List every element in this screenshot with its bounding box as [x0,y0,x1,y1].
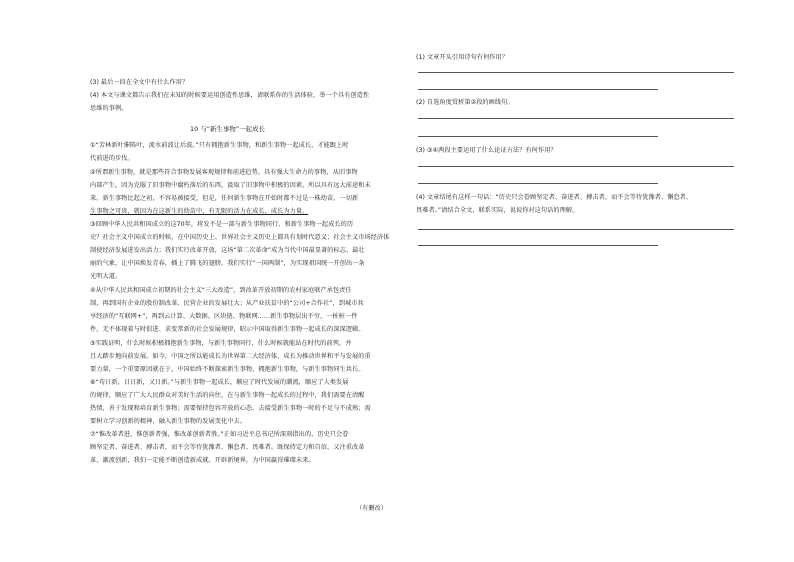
article-line: 光明大道。 [90,273,122,280]
article-line: 要树立学习创新的精神，融入新生事物的发展变化中去。 [90,418,246,425]
article-line: ⑥“苟日新，日日新，又日新。”与新生事物一起成长，顺应了时代发展的潮流，顺应了人类发展 [90,379,349,386]
article-line: ⑦“惟改革者进，惟创新者强，惟改革创新者胜。”正如习近平总书记所深刻指出的，历史只会眷 [90,431,349,438]
article-line: 要力量，一个重要原因就在于，中国始终不断探索新生事物，拥抱新生事物，与新生事物同生共长。 [90,366,365,373]
article-line: ②所谓新生事物，就是那些符合事物发展客观规律和前进趋势、具有强大生命力的事物，从旧事物 [90,169,358,176]
article-line-underlined: 生事物之可贵，就因为在这新生的幼苗中，有无限的活力在成长，成长为力量。 [90,208,309,215]
article-line: ①“芳林新叶催陈叶，流水前波让后波。”只有拥抱新生事物，和新生事物一起成长，才能跟上时 [90,142,349,149]
answer-line [418,118,734,119]
article-line: 且大踏步地向前发展。如今，中国之所以能成长为世界第二大经济体、成长为推动世界和平与发展的重 [90,353,371,360]
answer-line [418,229,734,230]
article-line: ⑤实践证明，什么时候积极拥抱新生事物，与新生事物同行，什么时候就能站在时代的前列，并 [90,340,352,347]
article-line: ④从中华人民共和国成立初期的社会主义“三大改造”，到改革开放初期的农村家庭联产承包责任 [90,287,352,294]
article-line: 享经济的“互联网+”，再到云计算、大数据、区块链、物联网……新生事物层出不穷，一桩桩一件 [90,313,358,320]
article-title: 10 与“新生事物”一起成长 [190,125,265,133]
answer-line [418,245,658,246]
article-line: 来。新生事物比起之初，不容易被接受，但是，任何新生事物在开始时都不过是一株幼苗，一切新 [90,195,359,202]
article-line: 革、激流创新，我们一定能不断创造新成就、开辟新境界，为中国赢得璀璨未来。 [90,457,315,464]
article-line: 史？社会主义中国成立的时候，在中国历史上、世界社会主义历史上都具有划时代意义；社会主义市场经济体 [90,234,390,241]
article-line: 制使经济发展进发出活力；我们实行改革开放，这场“第二次革命”成为当代中国最显著的标志、最壮 [90,247,365,254]
answer-line [418,89,658,90]
question-4-line-2: 畏难者。”请结合全文，联系实际，说说你对这句话的理解。 [416,207,579,214]
question-2: (2) 自选角度赏析第②段的画线句。 [416,99,514,106]
article-line: 顾坚定者、奋进者、搏击者，而不会等待犹豫者、懈怠者、畏难者。既保持定力和自信，又注重改革 [90,444,365,451]
article-line: 代前进的步伐。 [90,155,134,162]
question-line: (3) 最后一段在全文中有什么作用？ [90,79,189,86]
question-1: (1) 文章开头引用诗句有何作用？ [416,54,509,61]
article-line: 丽的气象，让中国焕发青春，插上了腾飞的翅膀，我们实行“一国两制”，为实现祖国统一开创出一条 [90,260,365,267]
question-line: 思维的事例。 [90,105,128,112]
article-line: 内部产生，因为克服了旧事物中腐朽落后的东西，汲取了旧事物中积极的因素，所以具有远大前途和未 [90,182,371,189]
question-4-line-1: (4) 文章结尾有这样一句话：“历史只会眷顾坚定者、奋进者、搏击者，而不会等待犹豫者、懈怠者、 [416,194,693,201]
answer-line [418,166,734,167]
source-note: （有删改） [356,505,387,512]
answer-line [418,136,658,137]
question-line: (4) 本文与课文都告示我们在未知的时候要运用创造性思维，请联系你的生活体验，举一个具有创造性 [90,92,370,99]
article-line: 件，无不体现着与时俱进、求变常新的社会发展规律，昭示中国取得新生事物一起成长的深深逻辑。 [90,326,365,333]
article-line: 制，再到国有企业的股份制改革、民营企业的发展壮大；从产业扶贫中的“公司+合作社”，到城市共 [90,300,364,307]
question-3: (3) ③④两段主要运用了什么论证方法？有何作用？ [416,147,557,154]
article-line: 热情，善于发现和培育新生事物；需要保持包容开放的心态，去接受新生事物一时的不足与不成熟；需 [90,405,371,412]
answer-line [418,72,734,73]
article-line: ③回顾中华人民共和国成立的这70年，将发不是一部与新生事物同行、和新生事物一起成长的历 [90,221,354,228]
article-line: 的规律，顺应了广大人民群众对美好生活的向往，在与新生事物一起成长的过程中，我们需要在清醒 [90,392,365,399]
answer-line [418,183,658,184]
